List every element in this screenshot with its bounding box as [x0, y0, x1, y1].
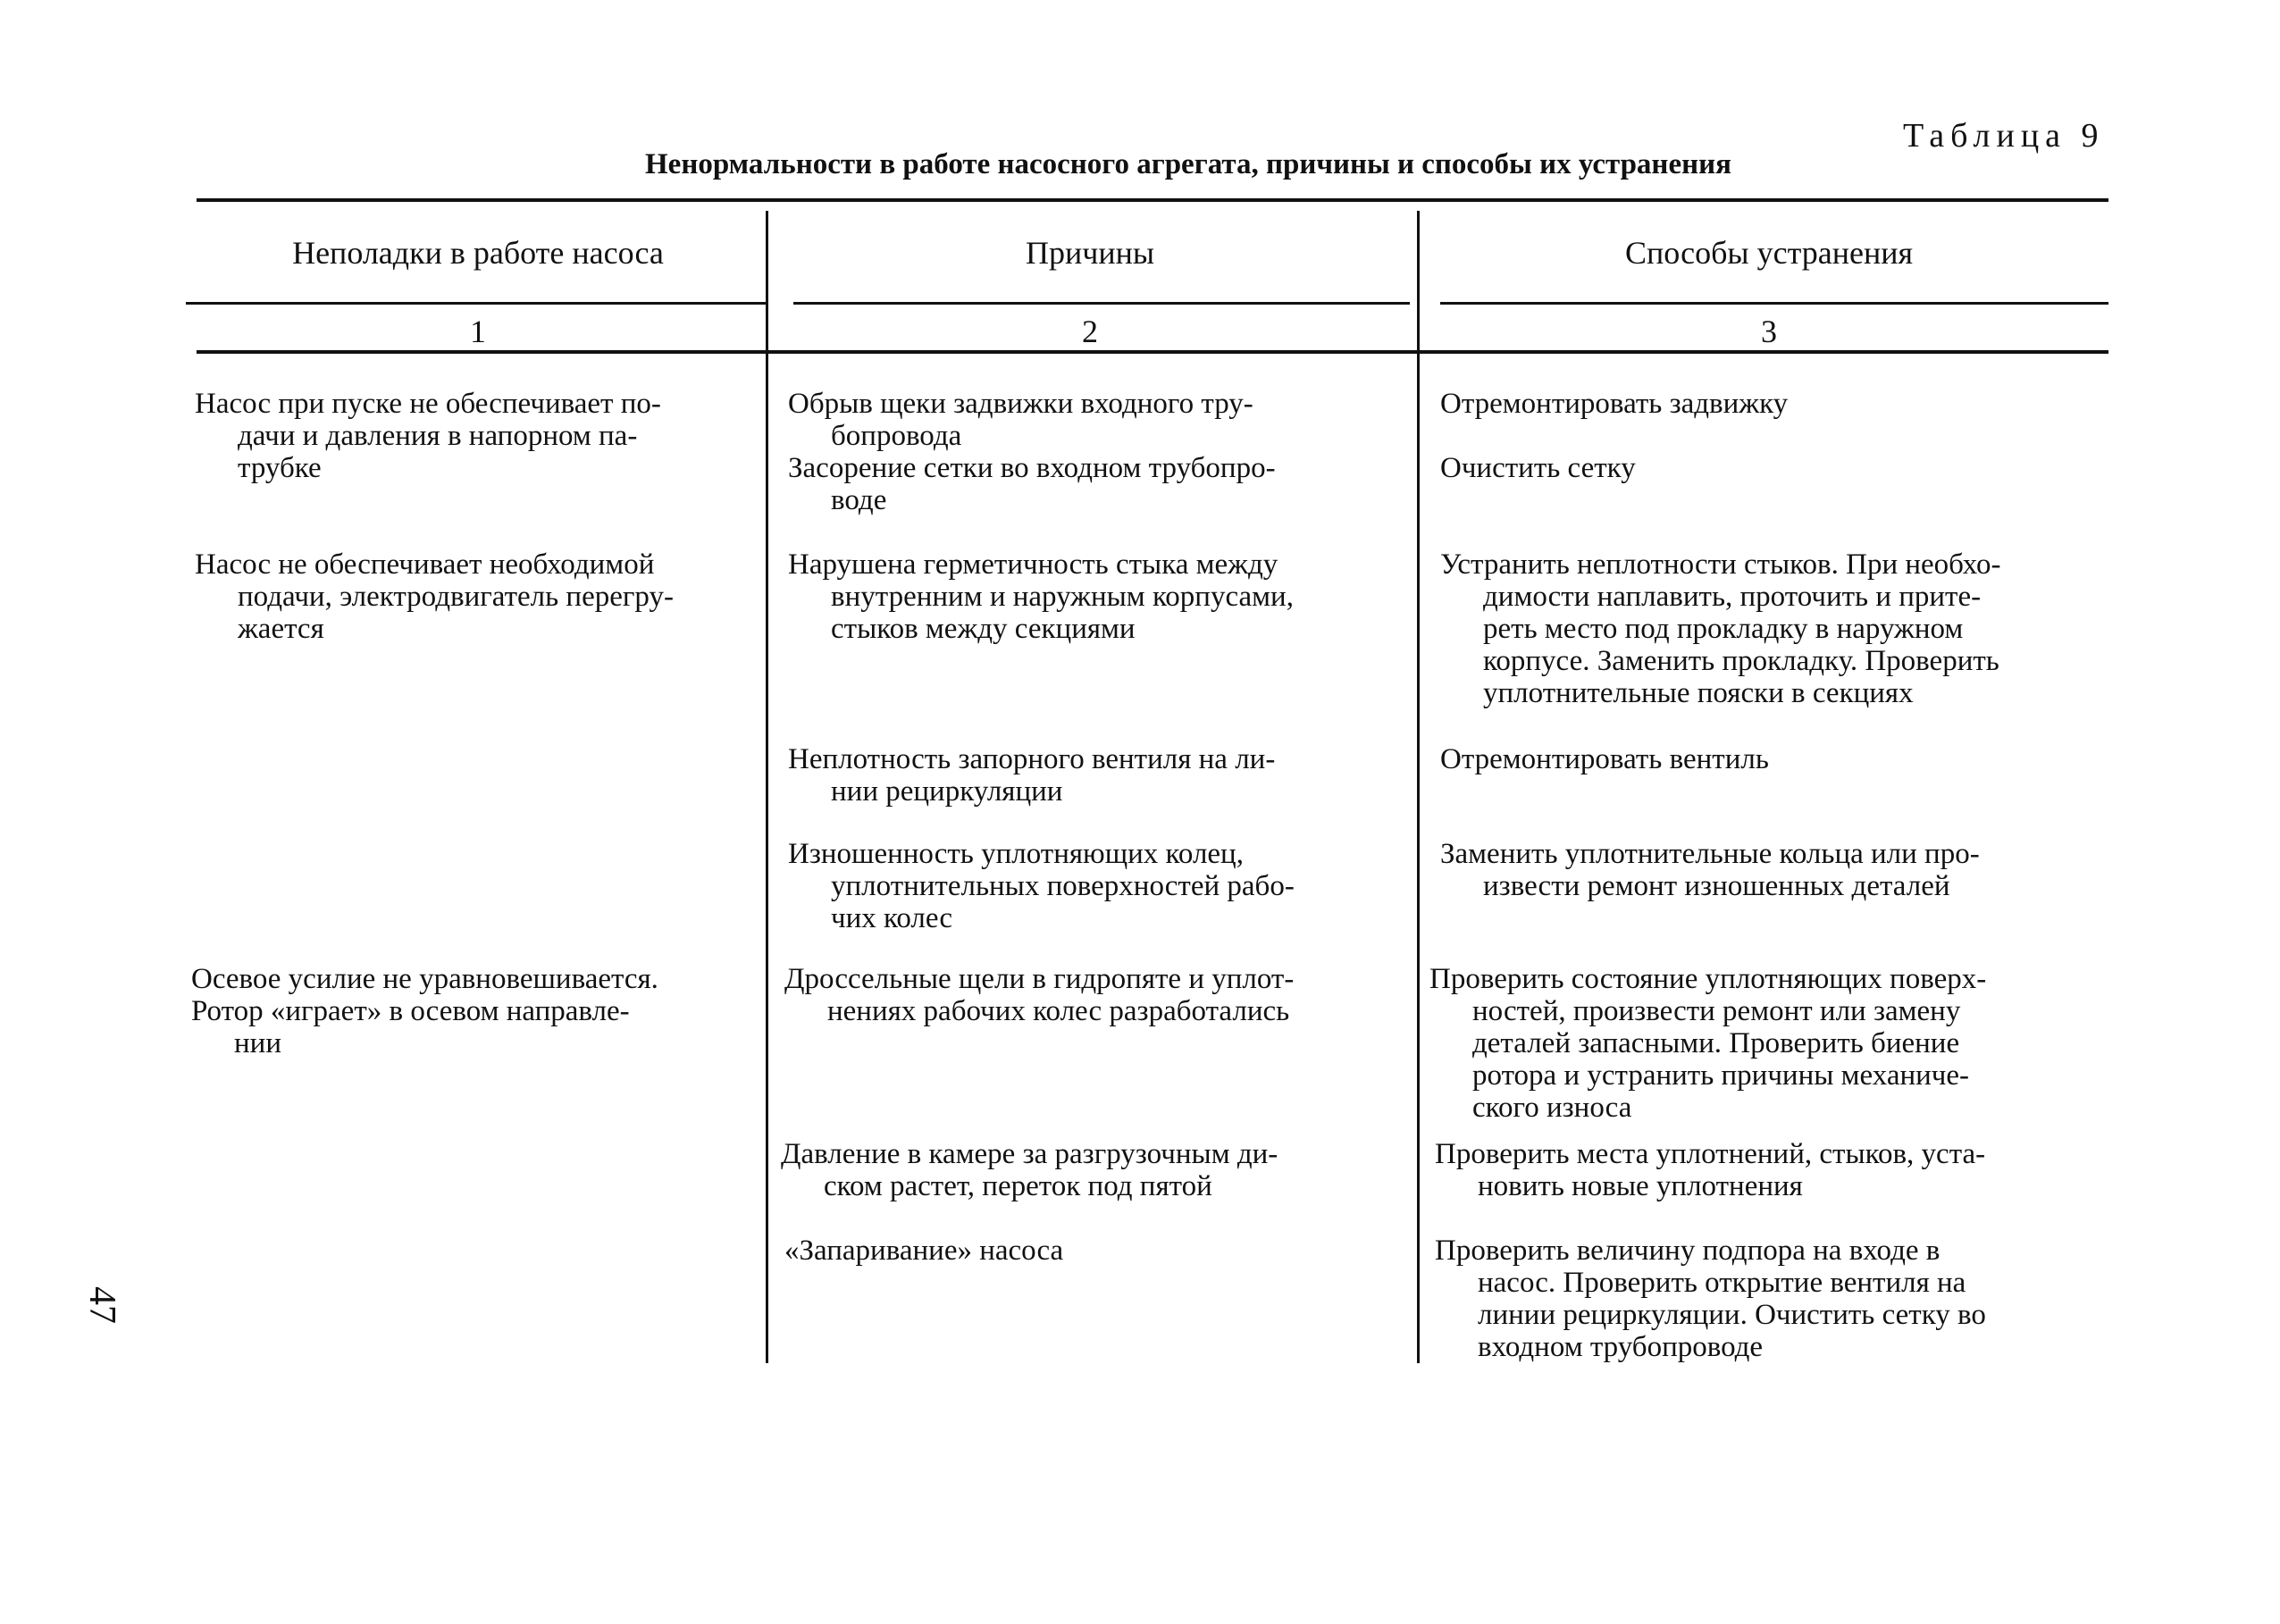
text-line: Насос не обеспечивает необходимой: [195, 548, 655, 581]
column-number-2: 2: [1082, 314, 1098, 349]
cause-cell: [788, 548, 1294, 645]
cause-cell: [788, 838, 1295, 934]
remedy-cell: [1440, 388, 1788, 420]
problem-cell: [191, 963, 658, 1059]
text-line: ском растет, переток под пятой: [824, 1170, 1212, 1202]
column-number-3: 3: [1761, 314, 1777, 349]
text-line: входном трубопроводе: [1478, 1331, 1764, 1363]
text-line: Очистить сетку: [1440, 452, 1636, 484]
page-number: 47: [81, 1286, 122, 1324]
text-line: Нарушена герметичность стыка между: [788, 548, 1278, 581]
text-line: воде: [831, 484, 887, 516]
cause-cell: [788, 743, 1275, 808]
text-line: стыков между секциями: [831, 613, 1136, 645]
text-line: Давление в камере за разгрузочным ди-: [781, 1138, 1278, 1170]
header-rule-1: [186, 302, 768, 305]
text-line: ротора и устранить причины механиче-: [1472, 1059, 1970, 1092]
text-line: уплотнительных поверхностей рабо-: [831, 870, 1295, 902]
cause-cell: [781, 1138, 1278, 1202]
remedy-cell: [1435, 1235, 1986, 1363]
problem-cell: [195, 388, 661, 484]
text-line: Заменить уплотнительные кольца или про-: [1440, 838, 1980, 870]
text-line: Отремонтировать задвижку: [1440, 388, 1789, 420]
text-line: Засорение сетки во входном трубопро-: [788, 452, 1276, 484]
text-line: ностей, произвести ремонт или замену: [1472, 995, 1961, 1027]
cause-cell: [784, 963, 1294, 1027]
text-line: Устранить неплотности стыков. При необхо-: [1440, 548, 2001, 581]
text-line: Отремонтировать вентиль: [1440, 743, 1769, 775]
text-line: чих колес: [831, 902, 953, 934]
table-title: Ненормальности в работе насосного агрегата, причины и способы их устранения: [645, 148, 1731, 180]
text-line: Дроссельные щели в гидропяте и уплот-: [784, 963, 1295, 995]
text-line: нениях рабочих колес разработались: [827, 995, 1290, 1027]
header-problem: Неполадки в работе насоса: [292, 235, 664, 271]
text-line: корпусе. Заменить прокладку. Проверить: [1483, 645, 1999, 677]
text-line: трубке: [238, 452, 322, 484]
remedy-cell: [1429, 963, 1986, 1124]
text-line: новить новые уплотнения: [1478, 1170, 1803, 1202]
column-divider-1: [766, 211, 768, 1363]
text-line: Изношенность уплотняющих колец,: [788, 838, 1244, 870]
header-rule-3: [1440, 302, 2108, 305]
text-line: извести ремонт изношенных деталей: [1483, 870, 1950, 902]
text-line: подачи, электродвигатель перегру-: [238, 581, 674, 613]
header-remedies: Способы устранения: [1624, 235, 1914, 271]
cause-cell: [788, 452, 1276, 516]
remedy-cell: [1440, 838, 1980, 902]
remedy-cell: [1440, 743, 1769, 775]
text-line: Проверить величину подпора на входе в: [1435, 1235, 1941, 1267]
problem-cell: [195, 548, 674, 645]
remedy-cell: [1435, 1138, 1985, 1202]
text-line: реть место под прокладку в наружном: [1483, 613, 1964, 645]
numbers-rule: [197, 350, 2108, 354]
text-line: ского износа: [1472, 1092, 1632, 1124]
text-line: Насос при пуске не обеспечивает по-: [195, 388, 661, 420]
cause-cell: [788, 388, 1253, 452]
table-label: Таблица 9: [1903, 117, 2105, 155]
column-divider-2: [1417, 211, 1420, 1363]
text-line: «Запаривание» насоса: [784, 1235, 1064, 1267]
text-line: Проверить состояние уплотняющих поверх-: [1429, 963, 1987, 995]
text-line: дачи и давления в напорном па-: [238, 420, 638, 452]
text-line: Обрыв щеки задвижки входного тру-: [788, 388, 1253, 420]
text-line: Неплотность запорного вентиля на ли-: [788, 743, 1276, 775]
text-line: Проверить места уплотнений, стыков, уста-: [1435, 1138, 1986, 1170]
text-line: уплотнительные пояски в секциях: [1483, 677, 1914, 709]
text-line: бопровода: [831, 420, 962, 452]
text-line: нии: [234, 1027, 281, 1059]
text-line: Ротор «играет» в осевом направле-: [191, 995, 630, 1027]
remedy-cell: [1440, 452, 1636, 484]
header-rule-2: [793, 302, 1410, 305]
text-line: внутренним и наружным корпусами,: [831, 581, 1294, 613]
header-causes: Причины: [1025, 235, 1155, 271]
text-line: Осевое усилие не уравновешивается.: [191, 963, 658, 995]
remedy-cell: [1440, 548, 2000, 709]
text-line: деталей запасными. Проверить биение: [1472, 1027, 1960, 1059]
text-line: жается: [238, 613, 324, 645]
text-line: насос. Проверить открытие вентиля на: [1478, 1267, 1966, 1299]
text-line: нии рециркуляции: [831, 775, 1063, 808]
text-line: линии рециркуляции. Очистить сетку во: [1478, 1299, 1986, 1331]
cause-cell: [784, 1235, 1063, 1267]
column-number-1: 1: [470, 314, 486, 349]
top-rule: [197, 198, 2108, 202]
text-line: димости наплавить, проточить и прите-: [1483, 581, 1982, 613]
